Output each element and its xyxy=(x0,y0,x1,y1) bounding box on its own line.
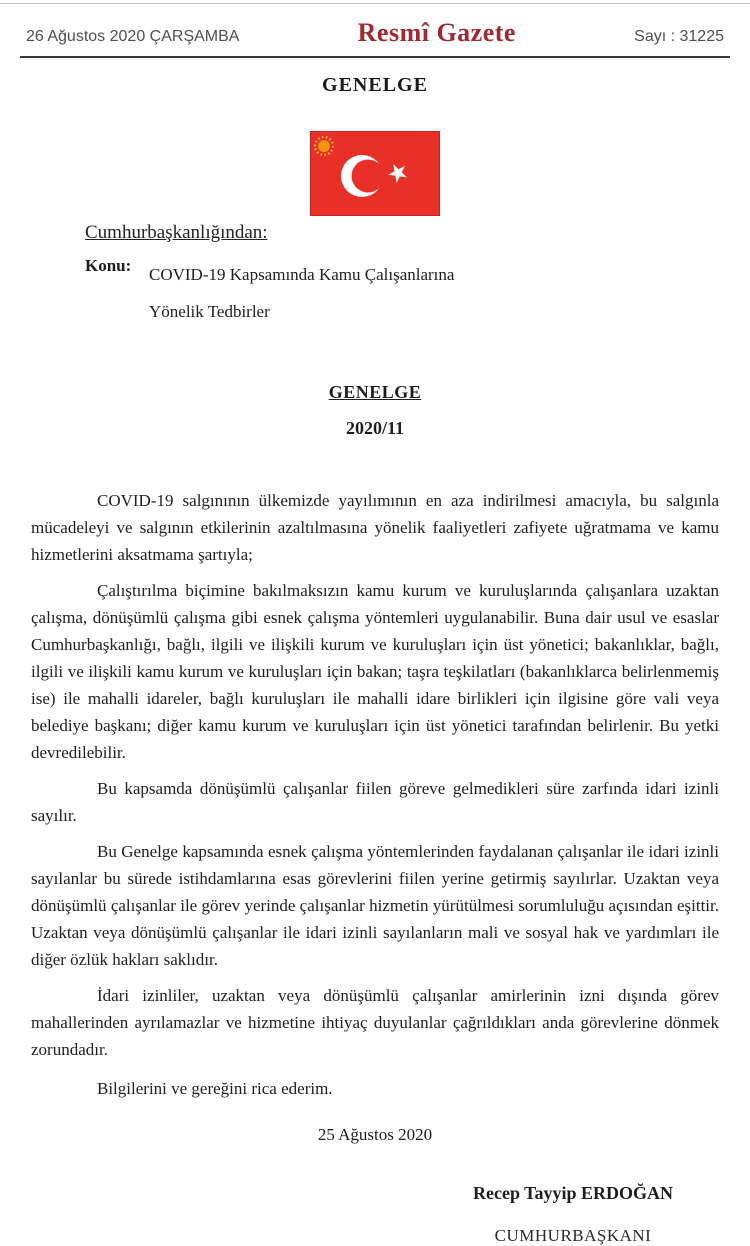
section-title: GENELGE xyxy=(322,74,428,96)
signature-block xyxy=(428,1183,718,1246)
signature-title: CUMHURBAŞKANI xyxy=(494,1226,652,1245)
paragraph-5: İdari izinliler, uzaktan veya dönüşümlü çalışanlar amirlerinin izni dışında görev mahallerinden ayrılamazlar ve hizmetine ihtiyaç duyulanlar çağrıldıkları anda görevlerine dönmek zorundadır. xyxy=(31,986,719,1059)
issuer-line: Cumhurbaşkanlığından: xyxy=(85,222,268,243)
subject-text xyxy=(149,256,454,330)
signature-name: Recep Tayyip ERDOĞAN xyxy=(472,1183,674,1203)
gazette-header xyxy=(20,4,730,58)
subject-block xyxy=(85,256,750,330)
circular-heading: GENELGE xyxy=(328,382,422,402)
sun-icon xyxy=(318,140,330,152)
signed-date: 25 Ağustos 2020 xyxy=(317,1125,433,1144)
subject-line-2: Yönelik Tedbirler xyxy=(149,302,270,321)
turkish-flag xyxy=(0,131,750,216)
gazette-title: Resmî Gazete xyxy=(357,18,516,47)
paragraph-4: Bu Genelge kapsamında esnek çalışma yöntemlerinden faydalanan çalışanlar ile idari izinli sayılanlar bu sürede istihdamlarına esas görevlerini fiilen yerine getirmiş sayılırlar. Uzaktan veya dönüşümlü çalışanlar ile görev yerinde çalışanlar hizmetin yürütülmesi sorumluluğu açısından eşittir. Uzaktan veya dönüşümlü çalışanlar ile idari izinli sayılanların mali ve sosyal hak ve yardımları ile diğer özlük hakları saklıdır. xyxy=(31,842,719,969)
subject-label: Konu: xyxy=(85,256,132,275)
circular-number: 2020/11 xyxy=(345,418,404,438)
paragraph-2: Çalıştırılma biçimine bakılmaksızın kamu kurum ve kuruluşlarında çalışanlara uzaktan çalışma, dönüşümlü çalışma gibi esnek çalışma yöntemleri uygulanabilir. Buna dair usul ve esaslar Cumhurbaşkanlığı, bağlı, ilgili ve ilişkili kurum ve kuruluşları için üst yönetici; bakanlıklar, bağlı, ilgili ve ilişkili kamu kurum ve kuruluşları için bakan; taşra teşkilatları (bakanlıklarca belirlenmemiş ise) ile mahalli idareler, bağlı kuruluşları ile mahalli idare birlikleri için ilgisine göre vali veya belediye başkanı; diğer kamu kurum ve kuruluşları için üst yönetici tarafından belirlenir. Bu yetki devredilebilir. xyxy=(31,581,719,762)
gazette-date: 26 Ağustos 2020 ÇARŞAMBA xyxy=(26,28,240,45)
turkish-flag-icon xyxy=(310,131,440,216)
paragraph-1: COVID-19 salgınının ülkemizde yayılımının en aza indirilmesi amacıyla, bu salgınla mücadeleyi ve salgının etkilerinin azaltılmasına yönelik faaliyetleri zafiyete uğratmama ve kamu hizmetlerini aksatmama şartıyla; xyxy=(31,491,719,564)
subject-line-1: COVID-19 Kapsamında Kamu Çalışanlarına xyxy=(149,265,455,284)
paragraph-3: Bu kapsamda dönüşümlü çalışanlar fiilen göreve gelmedikleri süre zarfında idari izinli sayılır. xyxy=(31,779,719,825)
gazette-issue-number: Sayı : 31225 xyxy=(634,28,724,45)
crescent-inner-icon xyxy=(352,160,385,193)
circular-body xyxy=(31,487,719,1063)
closing-line: Bilgilerini ve gereğini rica ederim. xyxy=(97,1079,333,1098)
